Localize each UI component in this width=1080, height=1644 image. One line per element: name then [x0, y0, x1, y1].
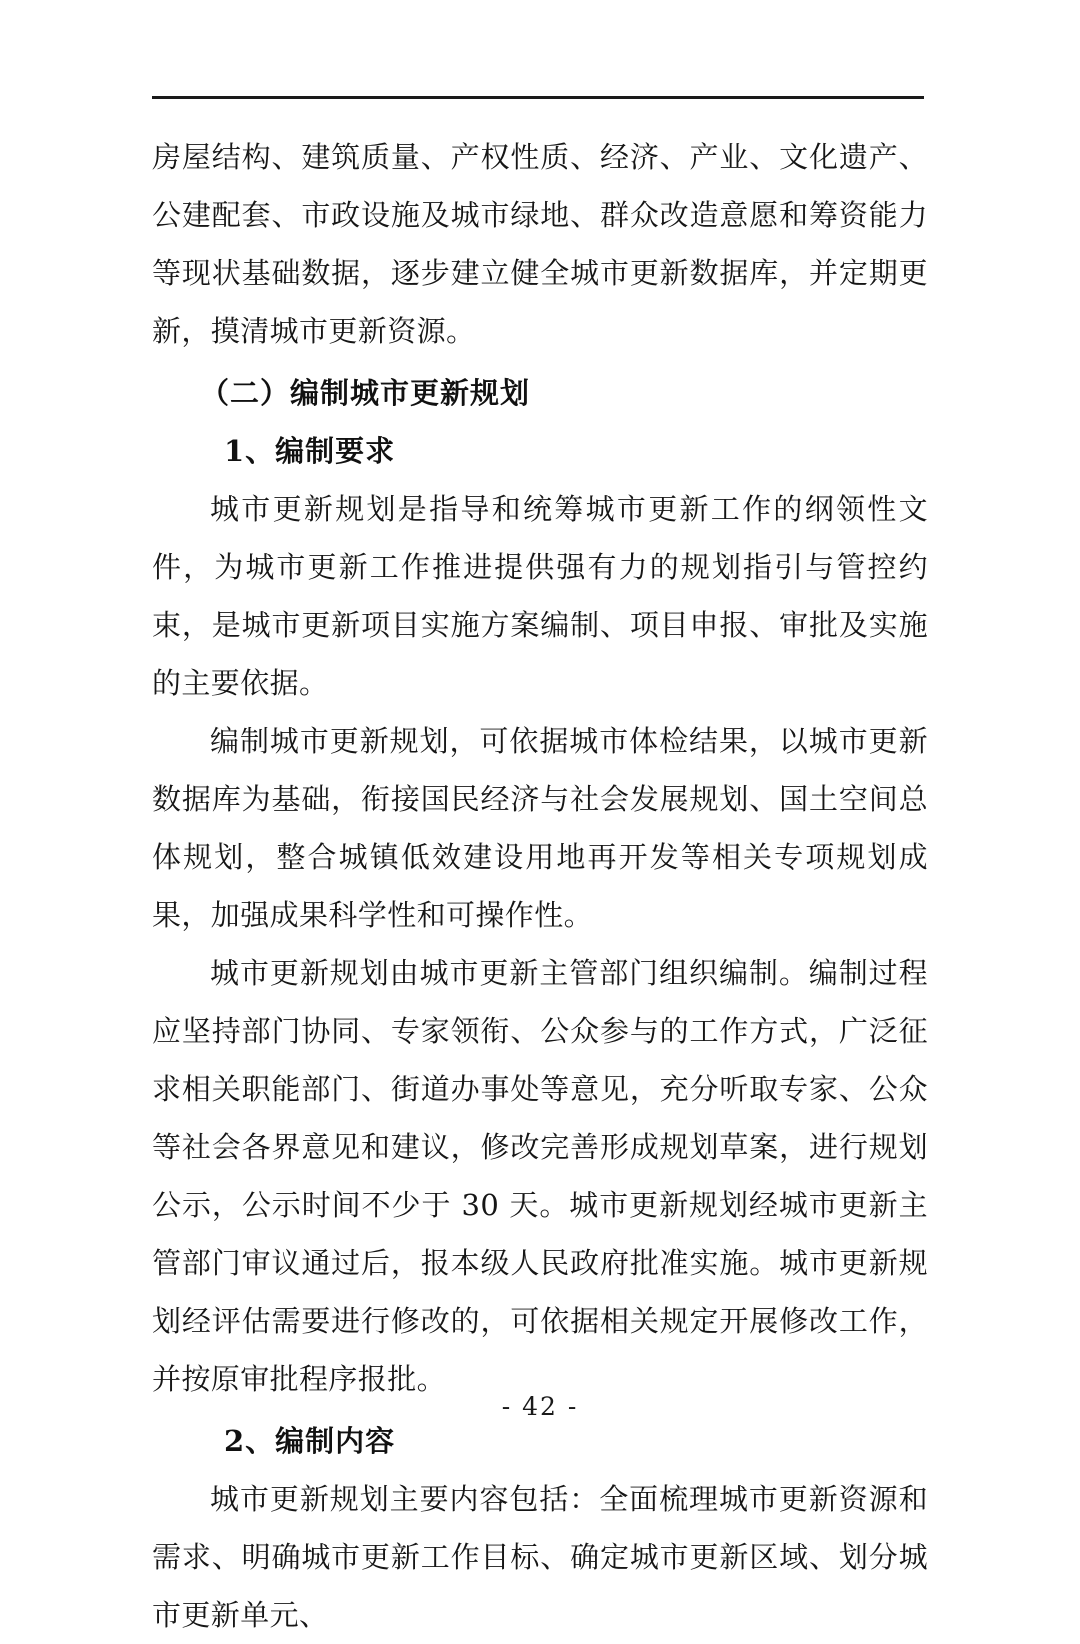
- section-heading-two: （二）编制城市更新规划: [200, 376, 531, 410]
- paragraph-requirements-1: 城市更新规划是指导和统筹城市更新工作的纲领性文件，为城市更新工作推进提供强有力的规划指引与管控约束，是城市更新项目实施方案编制、项目申报、审批及实施的主要依据。: [152, 492, 928, 700]
- subsection-heading-one: 1、编制要求: [224, 434, 396, 468]
- paragraph-requirements-3: 城市更新规划由城市更新主管部门组织编制。编制过程应坚持部门协同、专家领衔、公众参与的工作方式，广泛征求相关职能部门、街道办事处等意见，充分听取专家、公众等社会各界意见和建议，修改完善形成规划草案，进行规划公示，公示时间不少于 30 天。城市更新规划经城市更新主管部门审议通过后，报本级人民政府批准实施。城市更新规划经评估需要进行修改的，可依据相关规定开展修改工作，并按原审批程序报批。: [152, 956, 928, 1396]
- paragraph-requirements-2: 编制城市更新规划，可依据城市体检结果，以城市更新数据库为基础，衔接国民经济与社会发展规划、国土空间总体规划，整合城镇低效建设用地再开发等相关专项规划成果，加强成果科学性和可操作性。: [152, 724, 928, 932]
- paragraph-continuation: 房屋结构、建筑质量、产权性质、经济、产业、文化遗产、公建配套、市政设施及城市绿地、群众改造意愿和筹资能力等现状基础数据，逐步建立健全城市更新数据库，并定期更新，摸清城市更新资源。: [152, 140, 928, 348]
- paragraph-contents-1: 城市更新规划主要内容包括：全面梳理城市更新资源和需求、明确城市更新工作目标、确定城市更新区域、划分城市更新单元、: [152, 1482, 928, 1632]
- header-rule: [152, 96, 924, 99]
- page-number: - 42 -: [501, 1392, 579, 1421]
- subsection-heading-two: 2、编制内容: [224, 1424, 396, 1458]
